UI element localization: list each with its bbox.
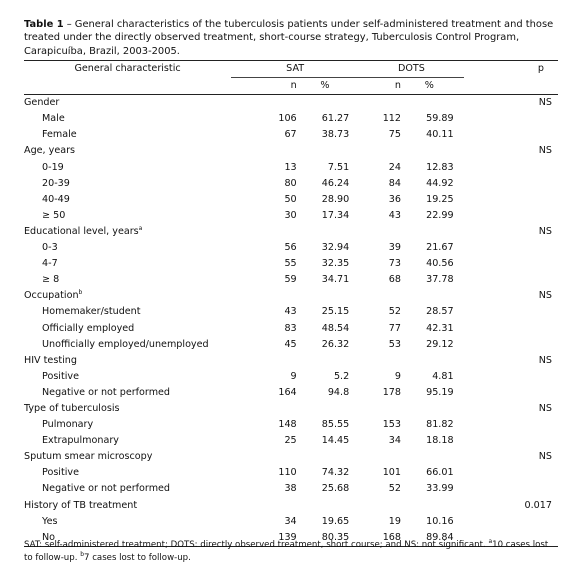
header-dots: DOTS [359, 61, 463, 78]
group-label-cell [24, 288, 231, 304]
group-label: Gender [24, 97, 60, 109]
row-label: ≥ 8 [42, 274, 60, 286]
sat-pct: 32.94 [321, 242, 350, 254]
dots-pct: 28.57 [426, 306, 454, 318]
group-p-value: NS [538, 225, 552, 237]
group-p-value: NS [538, 354, 552, 366]
sat-n: 38 [284, 483, 297, 495]
sat-n: 106 [278, 113, 297, 125]
footnote-text: SAT: self-administered treatment; DOTS: directly observed treatment, short course; and NS: not significant. [24, 540, 486, 550]
dots-n: 168 [359, 530, 405, 547]
sat-pct: 48.54 [321, 322, 350, 334]
dots-pct: 10.16 [426, 515, 454, 527]
sat-pct: 5.2 [333, 370, 350, 382]
row-label: Male [42, 113, 65, 125]
table-row [24, 240, 558, 256]
dots-pct: 22.99 [426, 209, 454, 221]
sat-pct: 80.35 [301, 530, 360, 547]
dots-n: 39 [388, 242, 402, 254]
sat-pct: 7.51 [327, 161, 350, 173]
row-label: Positive [42, 467, 79, 479]
sat-pct: 94.8 [327, 386, 350, 398]
table-row [24, 385, 558, 401]
sat-pct: 74.32 [321, 467, 350, 479]
sat-pct: 19.65 [321, 515, 350, 527]
sat-n: 9 [290, 370, 297, 382]
dots-n: 9 [394, 370, 402, 382]
sat-pct: 26.32 [321, 338, 350, 350]
table-row [24, 337, 558, 353]
row-label: Pulmonary [42, 419, 94, 431]
group-label-footnote-mark: b [78, 289, 83, 297]
table-row [24, 369, 558, 385]
row-label: Homemaker/student [42, 306, 141, 318]
row-label: ≥ 50 [42, 209, 66, 221]
table-row [24, 208, 558, 224]
row-label: Negative or not performed [42, 386, 171, 398]
row-label: 0-19 [42, 161, 64, 173]
row-label: Positive [42, 370, 79, 382]
footnote-mark-a: a [488, 538, 493, 546]
sat-n: 59 [284, 274, 297, 286]
group-label: Type of tuberculosis [24, 402, 120, 414]
dots-n: 52 [388, 306, 402, 318]
group-p-value: NS [538, 145, 552, 157]
group-p-value: NS [538, 402, 552, 414]
group-row [24, 401, 558, 417]
dots-n: 19 [388, 515, 402, 527]
dots-n: 101 [382, 467, 402, 479]
dots-n: 43 [388, 209, 402, 221]
group-label-footnote-mark: a [138, 224, 143, 232]
table-row [24, 481, 558, 497]
group-label: History of TB treatment [24, 499, 138, 511]
sat-pct: 34.71 [321, 274, 350, 286]
row-label: Extrapulmonary [42, 435, 119, 447]
table-row [24, 256, 558, 272]
table-subheader-row [24, 78, 558, 95]
sat-pct: 25.15 [321, 306, 350, 318]
header-characteristic: General characteristic [24, 61, 231, 78]
sat-pct: 17.34 [321, 209, 350, 221]
dots-n: 53 [388, 338, 402, 350]
sat-pct: 14.45 [321, 435, 350, 447]
row-label: 4-7 [42, 258, 58, 270]
table-row [24, 417, 558, 433]
dots-pct: 37.78 [426, 274, 454, 286]
dots-n: 75 [388, 129, 402, 141]
characteristics-table [24, 60, 558, 547]
dots-n: 36 [388, 193, 402, 205]
sat-n: 43 [284, 306, 297, 318]
group-label-cell [24, 449, 231, 465]
group-label-cell [24, 498, 231, 514]
group-label-cell [24, 353, 231, 369]
dots-pct: 19.25 [426, 193, 454, 205]
group-row [24, 353, 558, 369]
table-caption-text: – General characteristics of the tuberculosis patients under self-administered treatment and those treated under the directly observed treatment, short-course strategy, Tuberculosis Control Program, Carapicuíba, Brazil, 2003-2005. [24, 19, 554, 57]
group-row [24, 288, 558, 304]
subheader-sat-n: n [231, 78, 301, 95]
dots-pct: 12.83 [426, 161, 454, 173]
sat-n: 139 [231, 530, 301, 547]
group-label: Sputum smear microscopy [24, 451, 153, 463]
dots-pct: 81.82 [426, 419, 454, 431]
dots-pct: 4.81 [432, 370, 454, 382]
sat-n: 83 [284, 322, 297, 334]
dots-n: 34 [388, 435, 402, 447]
footnote-mark-b: b [80, 550, 84, 558]
group-row [24, 498, 558, 514]
row-label: Female [42, 129, 77, 141]
dots-pct: 18.18 [426, 435, 454, 447]
group-row [24, 143, 558, 159]
footnote-note-a: 10 cases lost to follow-up. [24, 540, 549, 563]
subheader-dots-n: n [359, 78, 405, 95]
group-label-cell [24, 224, 231, 240]
group-label: Age, years [24, 145, 76, 157]
table-row [24, 111, 558, 127]
header-sat: SAT [231, 61, 359, 78]
group-label-cell [24, 401, 231, 417]
row-label: 40-49 [42, 193, 70, 205]
dots-n: 52 [388, 483, 402, 495]
table-row [24, 321, 558, 337]
table-row [24, 192, 558, 208]
dots-n: 178 [382, 386, 402, 398]
footnote-note-b: 7 cases lost to follow-up. [84, 552, 191, 563]
dots-n: 112 [382, 113, 402, 125]
sat-pct: 28.90 [321, 193, 350, 205]
group-row [24, 95, 558, 112]
sat-n: 55 [284, 258, 297, 270]
dots-pct: 29.12 [426, 338, 454, 350]
sat-n: 67 [284, 129, 297, 141]
group-label: Educational level, years [24, 225, 139, 237]
row-label: 20-39 [42, 177, 70, 189]
group-label-cell [24, 143, 231, 159]
group-p-value: 0.017 [524, 499, 552, 511]
table-row [24, 127, 558, 143]
dots-n: 68 [388, 274, 402, 286]
sat-n: 13 [284, 161, 297, 173]
table-row [24, 304, 558, 320]
dots-pct: 95.19 [426, 386, 454, 398]
dots-n: 84 [388, 177, 402, 189]
table-label: Table 1 [24, 19, 64, 30]
dots-pct: 21.67 [426, 242, 454, 254]
table-row [24, 465, 558, 481]
sat-pct: 38.73 [321, 129, 350, 141]
sat-pct: 25.68 [321, 483, 350, 495]
sat-pct: 46.24 [321, 177, 350, 189]
row-label: Unofficially employed/unemployed [42, 338, 209, 350]
group-row [24, 449, 558, 465]
sat-pct: 61.27 [321, 113, 350, 125]
group-row [24, 224, 558, 240]
subheader-sat-pct: % [301, 78, 360, 95]
dots-n: 24 [388, 161, 402, 173]
dots-pct: 89.84 [405, 530, 464, 547]
row-label: Negative or not performed [42, 483, 171, 495]
group-label-cell [24, 95, 231, 112]
dots-pct: 42.31 [426, 322, 454, 334]
dots-pct: 44.92 [426, 177, 454, 189]
table-row [24, 433, 558, 449]
sat-n: 34 [284, 515, 297, 527]
table-header-row [24, 61, 558, 78]
sat-n: 30 [284, 209, 297, 221]
dots-n: 77 [388, 322, 402, 334]
group-p-value: NS [538, 97, 552, 109]
dots-n: 153 [382, 419, 402, 431]
sat-n: 45 [284, 338, 297, 350]
group-label: HIV testing [24, 354, 77, 366]
header-p: p [464, 61, 558, 78]
dots-pct: 59.89 [426, 113, 454, 125]
table-footnote [24, 539, 558, 564]
sat-pct: 85.55 [321, 419, 350, 431]
dots-pct: 40.11 [426, 129, 454, 141]
table-row [24, 514, 558, 530]
row-label: Yes [42, 515, 58, 527]
sat-n: 56 [284, 242, 297, 254]
table-caption [24, 18, 558, 58]
sat-n: 164 [278, 386, 297, 398]
sat-n: 50 [284, 193, 297, 205]
group-p-value: NS [538, 290, 552, 302]
sat-pct: 32.35 [321, 258, 350, 270]
dots-n: 73 [388, 258, 402, 270]
row-label: 0-3 [42, 242, 58, 254]
group-p-value: NS [538, 451, 552, 463]
sat-n: 148 [278, 419, 297, 431]
sat-n: 110 [278, 467, 297, 479]
dots-pct: 40.56 [426, 258, 454, 270]
row-label: Officially employed [42, 322, 135, 334]
table-row [24, 272, 558, 288]
row-label: No [24, 530, 231, 547]
sat-n: 25 [284, 435, 297, 447]
subheader-dots-pct: % [405, 78, 464, 95]
table-row [24, 160, 558, 176]
sat-n: 80 [284, 177, 297, 189]
dots-pct: 33.99 [426, 483, 454, 495]
table-row [24, 176, 558, 192]
group-label: Occupation [24, 290, 79, 302]
dots-pct: 66.01 [426, 467, 454, 479]
